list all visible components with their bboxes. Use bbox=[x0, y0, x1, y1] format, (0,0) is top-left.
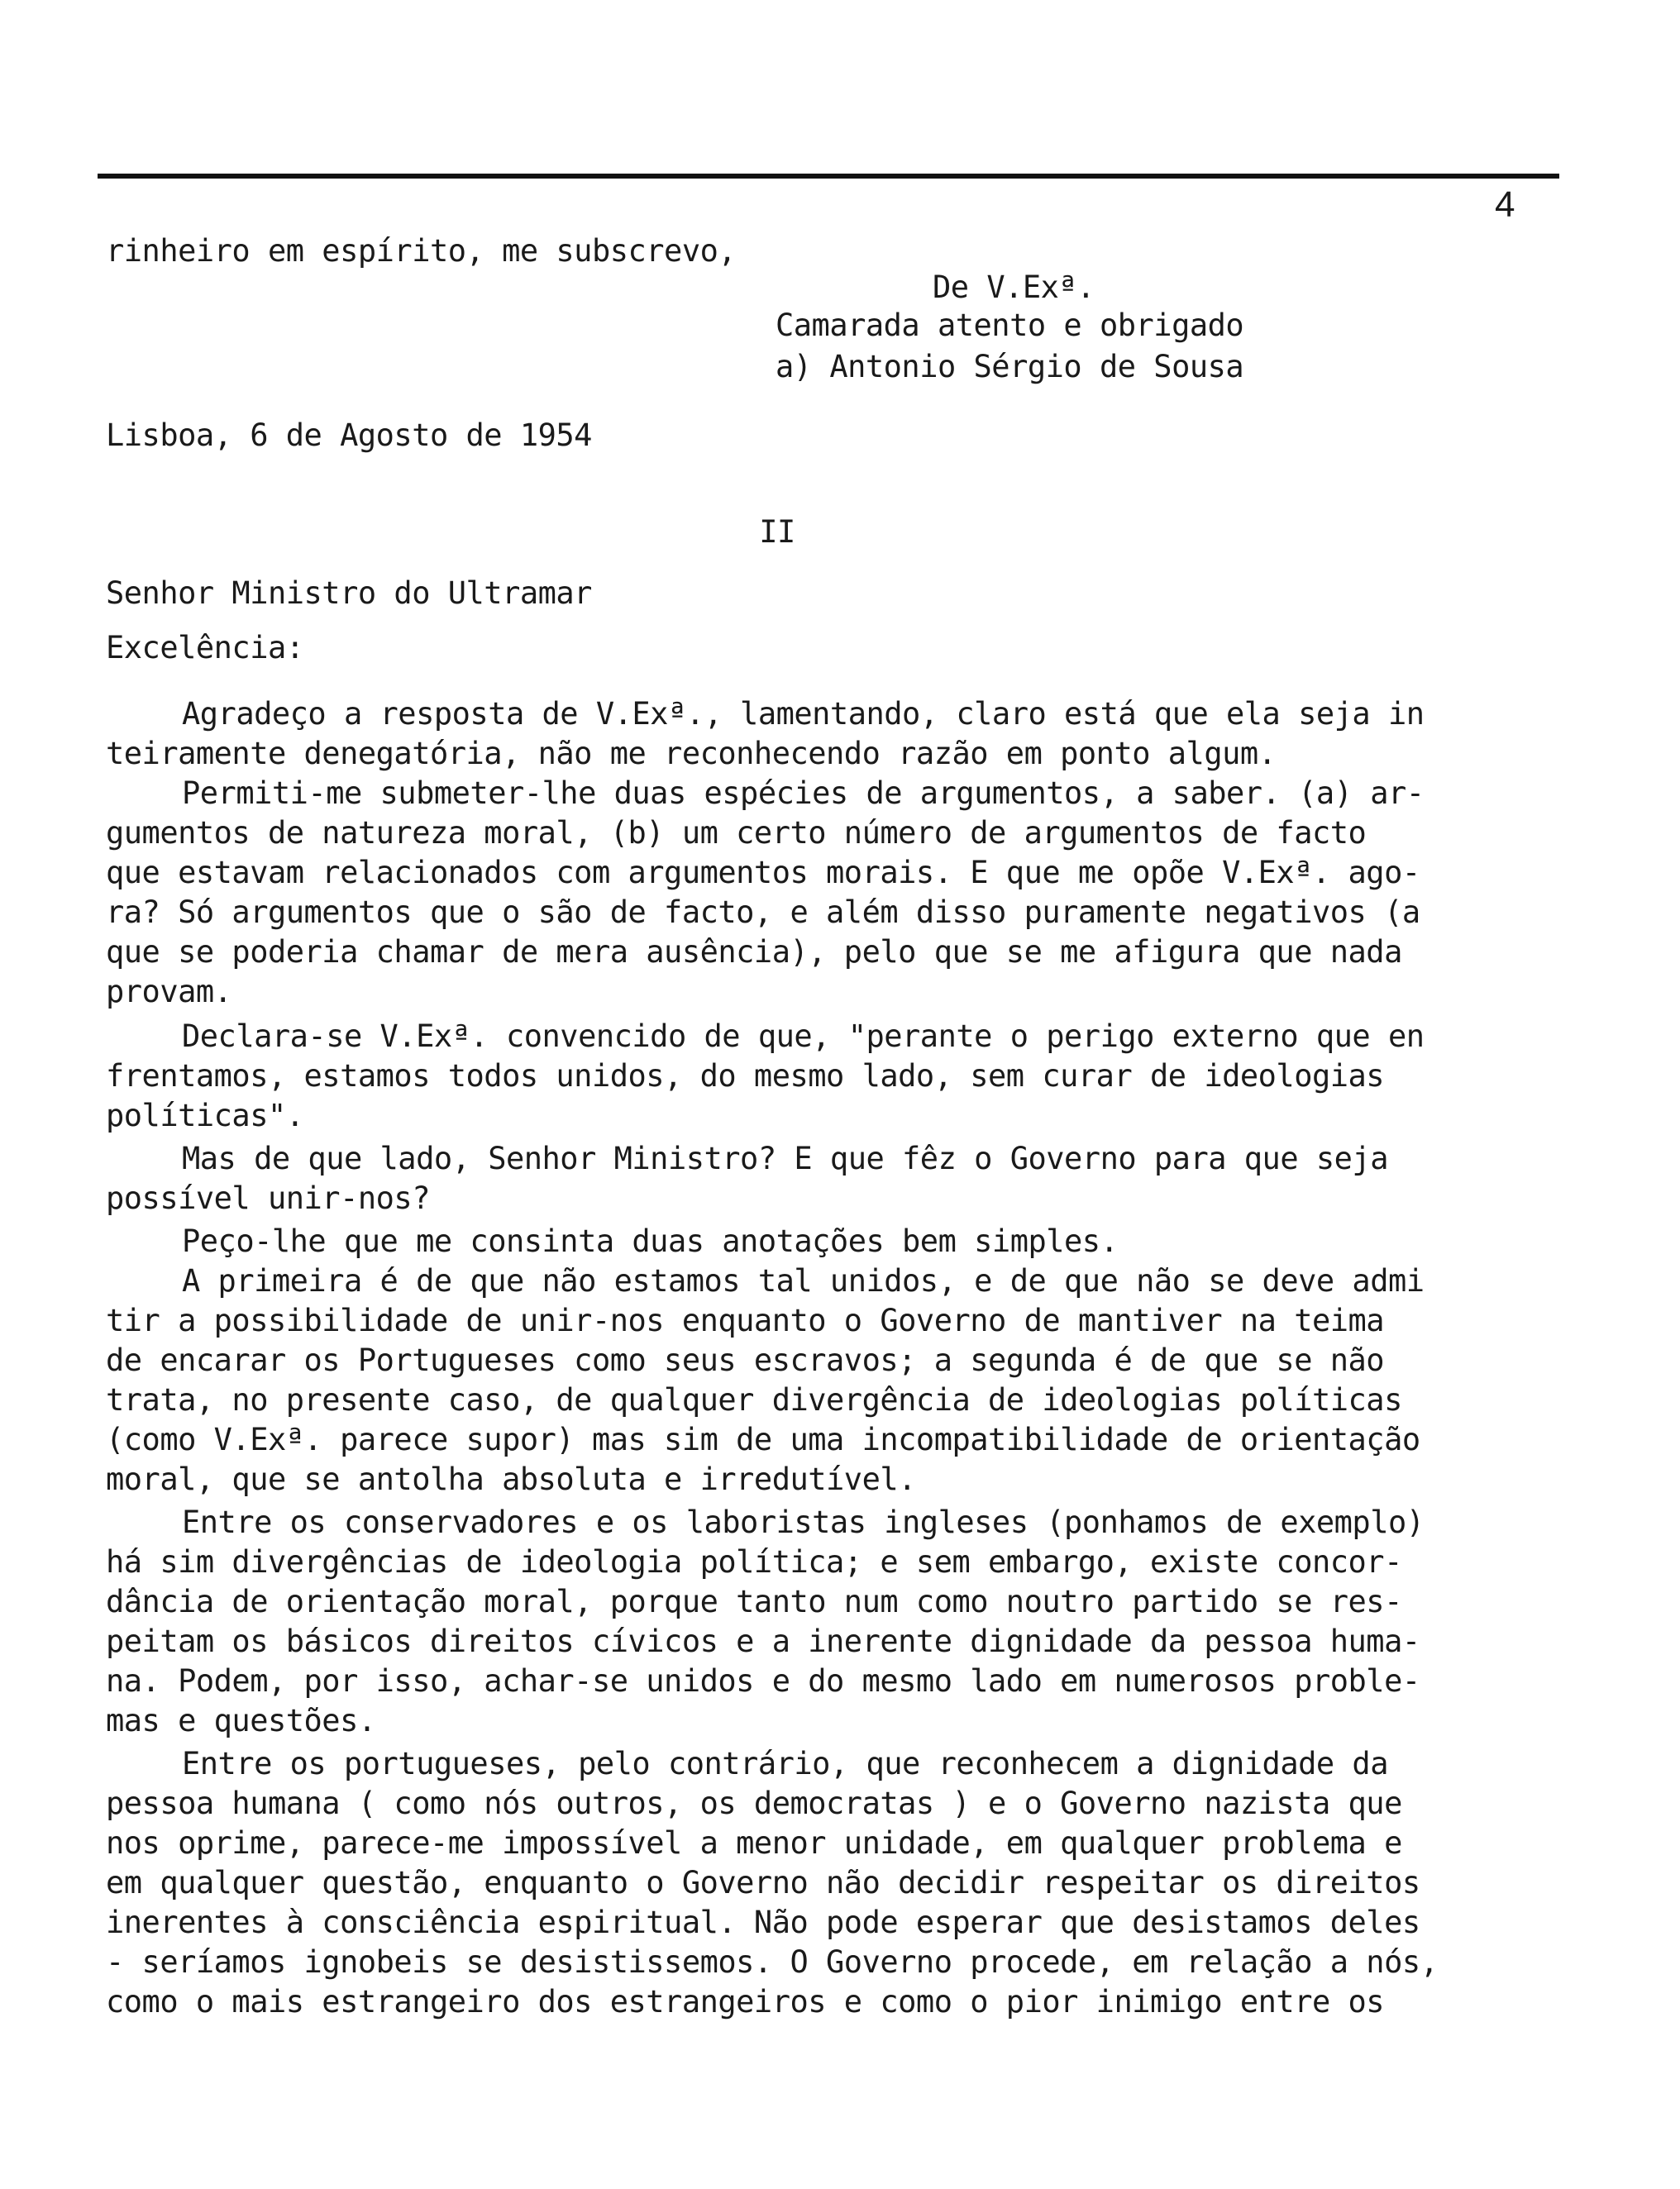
body-line: que estavam relacionados com argumentos morais. E que me opõe V.Exª. ago- bbox=[106, 855, 1420, 890]
addressee: Senhor Ministro do Ultramar bbox=[106, 575, 592, 611]
body-line: peitam os básicos direitos cívicos e a inerente dignidade da pessoa huma- bbox=[106, 1624, 1420, 1659]
body-line: nos oprime, parece-me impossível a menor unidade, em qualquer problema e bbox=[106, 1825, 1402, 1861]
body-line: moral, que se antolha absoluta e irredutível. bbox=[106, 1462, 916, 1497]
body-line: políticas". bbox=[106, 1098, 304, 1133]
body-line: inerentes à consciência espiritual. Não pode esperar que desistamos deles bbox=[106, 1905, 1420, 1940]
body-line: possível unir-nos? bbox=[106, 1180, 430, 1216]
body-line: Peço-lhe que me consinta duas anotações bem simples. bbox=[182, 1223, 1119, 1259]
signature: a) Antonio Sérgio de Sousa bbox=[776, 349, 1244, 384]
body-line: tir a possibilidade de unir-nos enquanto o Governo de mantiver na teima bbox=[106, 1303, 1385, 1338]
body-line: Entre os portugueses, pelo contrário, que reconhecem a dignidade da bbox=[182, 1746, 1388, 1781]
body-line: na. Podem, por isso, achar-se unidos e do mesmo lado em numerosos proble- bbox=[106, 1663, 1420, 1699]
body-line: A primeira é de que não estamos tal unidos, e de que não se deve admi bbox=[182, 1263, 1425, 1299]
body-line: Permiti-me submeter-lhe duas espécies de argumentos, a saber. (a) ar- bbox=[182, 775, 1425, 811]
closing-line: rinheiro em espírito, me subscrevo, bbox=[106, 233, 737, 269]
body-line: Mas de que lado, Senhor Ministro? E que fêz o Governo para que seja bbox=[182, 1141, 1388, 1176]
body-line: teiramente denegatória, não me reconhecendo razão em ponto algum. bbox=[106, 736, 1277, 771]
body-line: mas e questões. bbox=[106, 1703, 376, 1738]
letter-numeral: II bbox=[759, 514, 795, 550]
body-line: gumentos de natureza moral, (b) um certo número de argumentos de facto bbox=[106, 815, 1367, 851]
body-line: - seríamos ignobeis se desistissemos. O Governo procede, em relação a nós, bbox=[106, 1944, 1439, 1980]
page-number: 4 bbox=[1495, 184, 1515, 225]
body-line: como o mais estrangeiro dos estrangeiros e como o pior inimigo entre os bbox=[106, 1984, 1385, 2020]
header-rule bbox=[98, 174, 1559, 179]
body-line: frentamos, estamos todos unidos, do mesmo lado, sem curar de ideologias bbox=[106, 1058, 1385, 1094]
closing-signoff: Camarada atento e obrigado bbox=[776, 308, 1244, 343]
body-line: ra? Só argumentos que o são de facto, e além disso puramente negativos (a bbox=[106, 894, 1420, 930]
body-line: em qualquer questão, enquanto o Governo não decidir respeitar os direitos bbox=[106, 1865, 1420, 1900]
body-line: de encarar os Portugueses como seus escravos; a segunda é de que se não bbox=[106, 1342, 1385, 1378]
body-line: (como V.Exª. parece supor) mas sim de uma incompatibilidade de orientação bbox=[106, 1422, 1420, 1457]
greeting: Excelência: bbox=[106, 630, 304, 665]
body-line: Entre os conservadores e os laboristas ingleses (ponhamos de exemplo) bbox=[182, 1505, 1425, 1540]
body-line: Declara-se V.Exª. convencido de que, "perante o perigo externo que en bbox=[182, 1018, 1425, 1054]
body-line: pessoa humana ( como nós outros, os democratas ) e o Governo nazista que bbox=[106, 1786, 1402, 1821]
body-line: que se poderia chamar de mera ausência), pelo que se me afigura que nada bbox=[106, 934, 1402, 970]
body-line: trata, no presente caso, de qualquer divergência de ideologias políticas bbox=[106, 1382, 1402, 1418]
body-line: provam. bbox=[106, 974, 232, 1009]
body-line: Agradeço a resposta de V.Exª., lamentando, claro está que ela seja in bbox=[182, 696, 1425, 732]
closing-salutation: De V.Exª. bbox=[933, 269, 1095, 305]
body-line: dância de orientação moral, porque tanto num como noutro partido se res- bbox=[106, 1584, 1402, 1619]
body-line: há sim divergências de ideologia política; e sem embargo, existe concor- bbox=[106, 1544, 1402, 1580]
place-date: Lisboa, 6 de Agosto de 1954 bbox=[106, 417, 592, 453]
